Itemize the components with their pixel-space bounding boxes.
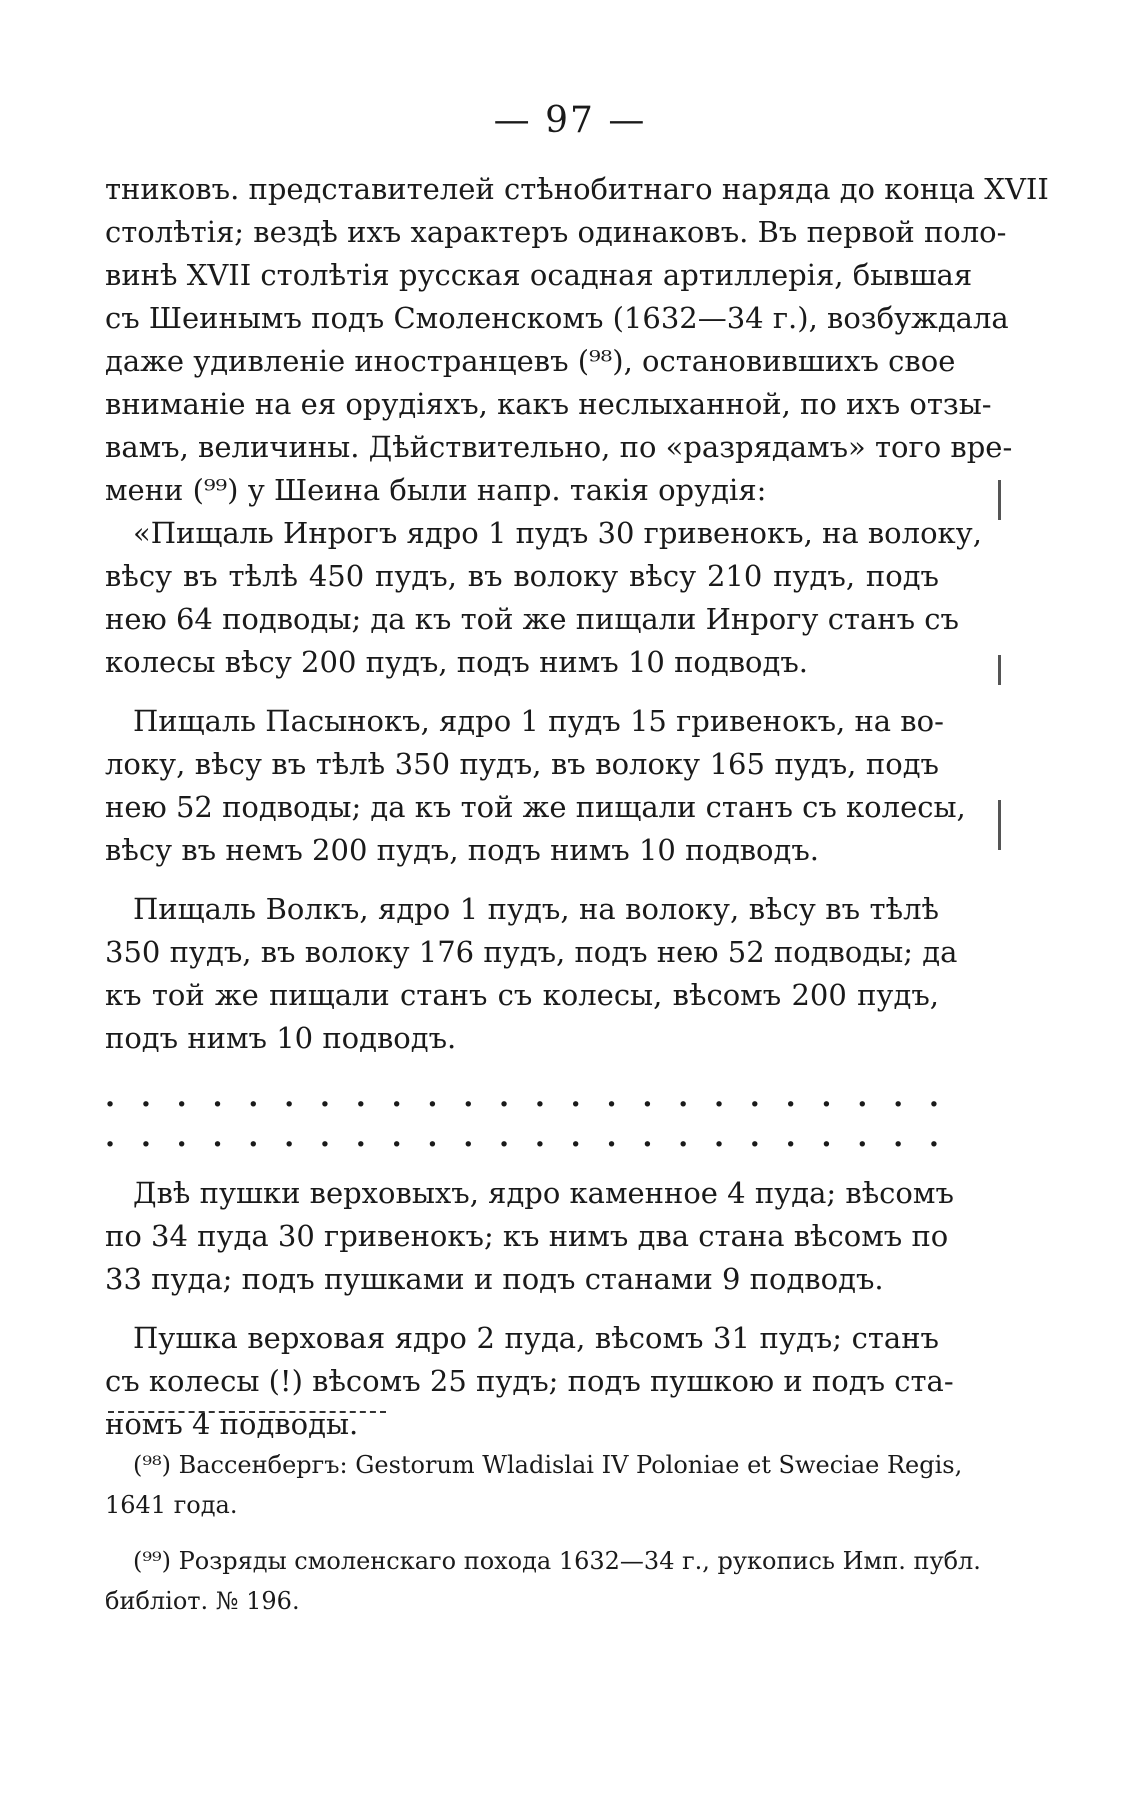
text-line: колесы вѣсу 200 пудъ, подъ нимъ 10 подводъ.: [105, 645, 809, 679]
text-line: даже удивленіе иностранцевъ (⁹⁸), остановившихъ свое: [105, 344, 956, 378]
paragraph-6: [105, 1317, 954, 1446]
footnote-line: (⁹⁸) Вассенбергъ: Gestorum Wladislai IV Poloniae et Sweciae Regis,: [133, 1451, 963, 1479]
text-line: нею 64 подводы; да къ той же пищали Инрогу станъ съ: [105, 602, 959, 636]
footnote-line: (⁹⁹) Розряды смоленскаго похода 1632—34 г., рукопись Имп. публ.: [133, 1547, 981, 1575]
text-line: Пищаль Пасынокъ, ядро 1 пудъ 15 гривенокъ, на во-: [133, 704, 944, 738]
main-text: [105, 168, 1049, 1446]
page-number: — 97 —: [493, 100, 647, 141]
text-line: къ той же пищали станъ съ колесы, вѣсомъ 200 пудъ,: [105, 978, 939, 1012]
text-line: вамъ, величины. Дѣйствительно, по «разрядамъ» того вре-: [105, 430, 1013, 464]
scan-artifact: [998, 480, 1006, 900]
footnote-line: библіот. № 196.: [105, 1587, 300, 1615]
ellipsis-row: . . . . . . . . . . . . . . . . . . . . . . . .: [105, 1079, 939, 1113]
text-line: мени (⁹⁹) у Шеина были напр. такія орудія:: [105, 473, 767, 507]
text-line: локу, вѣсу въ тѣлѣ 350 пудъ, въ волоку 165 пудъ, подъ: [105, 747, 939, 781]
text-line: вѣсу въ немъ 200 пудъ, подъ нимъ 10 подводъ.: [105, 833, 820, 867]
paragraph-5: [105, 1172, 954, 1301]
text-line: винѣ XVII столѣтія русская осадная артиллерія, бывшая: [105, 258, 973, 292]
text-line: номъ 4 подводы.: [105, 1407, 359, 1441]
text-line: тниковъ. представителей стѣнобитнаго наряда до конца XVII: [105, 172, 1049, 206]
paragraph-4: [105, 888, 958, 1060]
paragraph-2: [105, 512, 982, 684]
text-line: столѣтія; вездѣ ихъ характеръ одинаковъ. Въ первой поло-: [105, 215, 1007, 249]
text-line: 33 пуда; подъ пушками и подъ станами 9 подводъ.: [105, 1262, 884, 1296]
text-line: вниманіе на ея орудіяхъ, какъ неслыханной, по ихъ отзы-: [105, 387, 992, 421]
footnote-99: [105, 1541, 981, 1621]
text-line: Пищаль Волкъ, ядро 1 пудъ, на волоку, вѣсу въ тѣлѣ: [133, 892, 939, 926]
footnote-divider: [108, 1411, 386, 1413]
text-line: Двѣ пушки верховыхъ, ядро каменное 4 пуда; вѣсомъ: [133, 1176, 954, 1210]
footnote-98: [105, 1445, 963, 1525]
text-line: нею 52 подводы; да къ той же пищали станъ съ колесы,: [105, 790, 966, 824]
text-line: вѣсу въ тѣлѣ 450 пудъ, въ волоку вѣсу 210 пудъ, подъ: [105, 559, 939, 593]
text-line: съ колесы (!) вѣсомъ 25 пудъ; подъ пушкою и подъ ста-: [105, 1364, 954, 1398]
text-line: «Пищаль Инрогъ ядро 1 пудъ 30 гривенокъ, на волоку,: [133, 516, 982, 550]
text-line: подъ нимъ 10 подводъ.: [105, 1021, 457, 1055]
text-line: съ Шеинымъ подъ Смоленскомъ (1632—34 г.), возбуждала: [105, 301, 1009, 335]
text-line: 350 пудъ, въ волоку 176 пудъ, подъ нею 52 подводы; да: [105, 935, 958, 969]
footnotes: [105, 1445, 981, 1621]
paragraph-3: [105, 700, 966, 872]
footnote-line: 1641 года.: [105, 1491, 238, 1519]
paragraph-1: [105, 168, 1049, 512]
ellipsis-row: . . . . . . . . . . . . . . . . . . . . . . . .: [105, 1119, 939, 1153]
text-line: по 34 пуда 30 гривенокъ; къ нимъ два стана вѣсомъ по: [105, 1219, 949, 1253]
text-line: Пушка верховая ядро 2 пуда, вѣсомъ 31 пудъ; станъ: [133, 1321, 939, 1355]
